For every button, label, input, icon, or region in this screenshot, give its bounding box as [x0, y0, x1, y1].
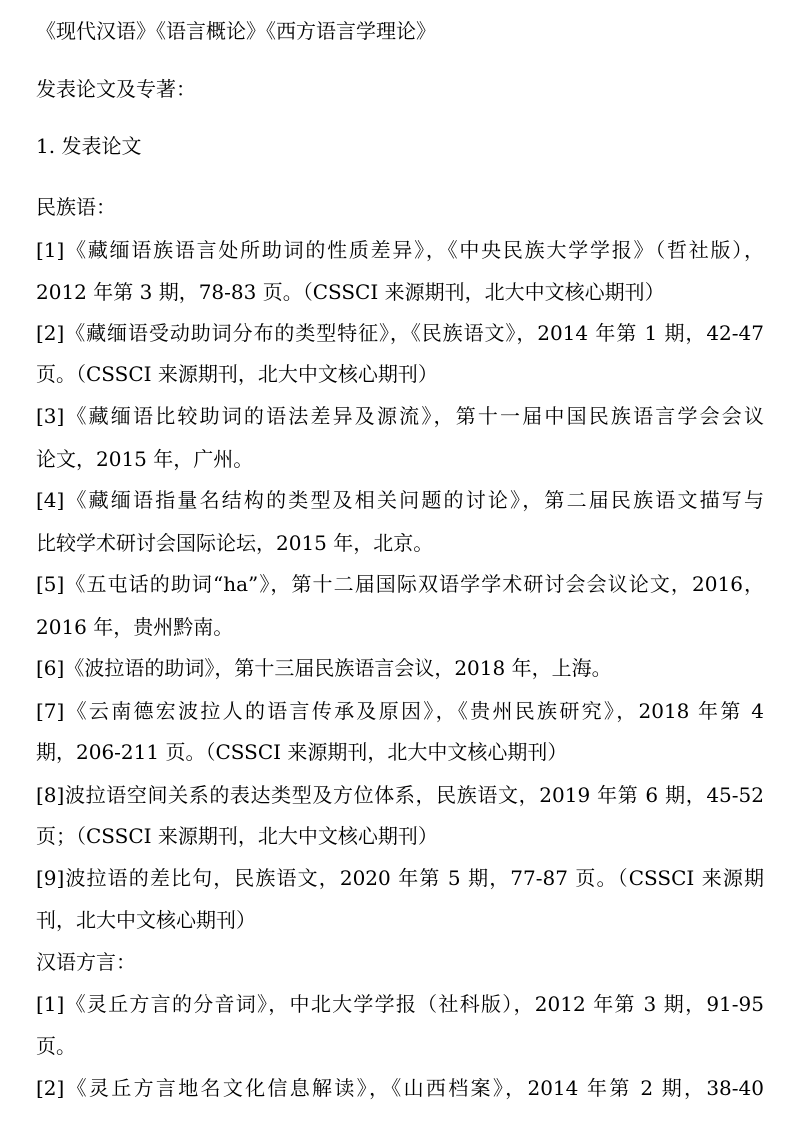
paper-line: [6]《波拉语的助词》，第十三届民族语言会议，2018 年，上海。 [36, 656, 612, 680]
paper-line: [2]《灵丘方言地名文化信息解读》，《山西档案》，2014 年第 2 期，38-40 [36, 1076, 764, 1100]
paper-line: 刊，北大中文核心期刊） [36, 908, 256, 932]
courses-line: 《现代汉语》《语言概论》《西方语言学理论》 [36, 19, 436, 43]
paper-line: [4]《藏缅语指量名结构的类型及相关问题的讨论》，第二届民族语文描写与 [36, 488, 764, 512]
paper-line: [3]《藏缅语比较助词的语法差异及源流》，第十一届中国民族语言学会会议 [36, 404, 764, 428]
paper-line: [5]《五屯话的助词“ha”》，第十二届国际双语学学术研讨会会议论文，2016， [36, 572, 764, 596]
paper-line: [2]《藏缅语受动助词分布的类型特征》，《民族语文》，2014 年第 1 期，42-47 [36, 321, 764, 345]
subsection-title: 1. 发表论文 [36, 134, 142, 158]
paper-line: [9]波拉语的差比句，民族语文，2020 年第 5 期，77-87 页。（CSSCI 来源期 [36, 866, 764, 890]
paper-line: [1]《灵丘方言的分音词》，中北大学学报（社科版），2012 年第 3 期，91-95 [36, 992, 764, 1016]
paper-line: 论文，2015 年，广州。 [36, 447, 254, 471]
paper-line: 期，206-211 页。（CSSCI 来源期刊，北大中文核心期刊） [36, 740, 568, 764]
paper-line: 页。（CSSCI 来源期刊，北大中文核心期刊） [36, 362, 438, 386]
paper-line: [1]《藏缅语族语言处所助词的性质差异》，《中央民族大学学报》（哲社版）， [36, 238, 764, 262]
paper-line: [8]波拉语空间关系的表达类型及方位体系，民族语文，2019 年第 6 期，45-52 [36, 783, 764, 807]
chinese-dialects-heading: 汉语方言： [36, 950, 136, 974]
paper-line: 比较学术研讨会国际论坛，2015 年，北京。 [36, 531, 434, 555]
minority-languages-heading: 民族语： [36, 195, 116, 219]
paper-line: 页。 [36, 1034, 76, 1058]
section-title: 发表论文及专著： [36, 77, 196, 101]
paper-line: [7]《云南德宏波拉人的语言传承及原因》，《贵州民族研究》，2018 年第 4 [36, 699, 764, 723]
paper-line: 2016 年，贵州黔南。 [36, 615, 234, 639]
paper-line: 页；（CSSCI 来源期刊，北大中文核心期刊） [36, 824, 438, 848]
paper-line: 2012 年第 3 期，78-83 页。（CSSCI 来源期刊，北大中文核心期刊） [36, 280, 665, 304]
